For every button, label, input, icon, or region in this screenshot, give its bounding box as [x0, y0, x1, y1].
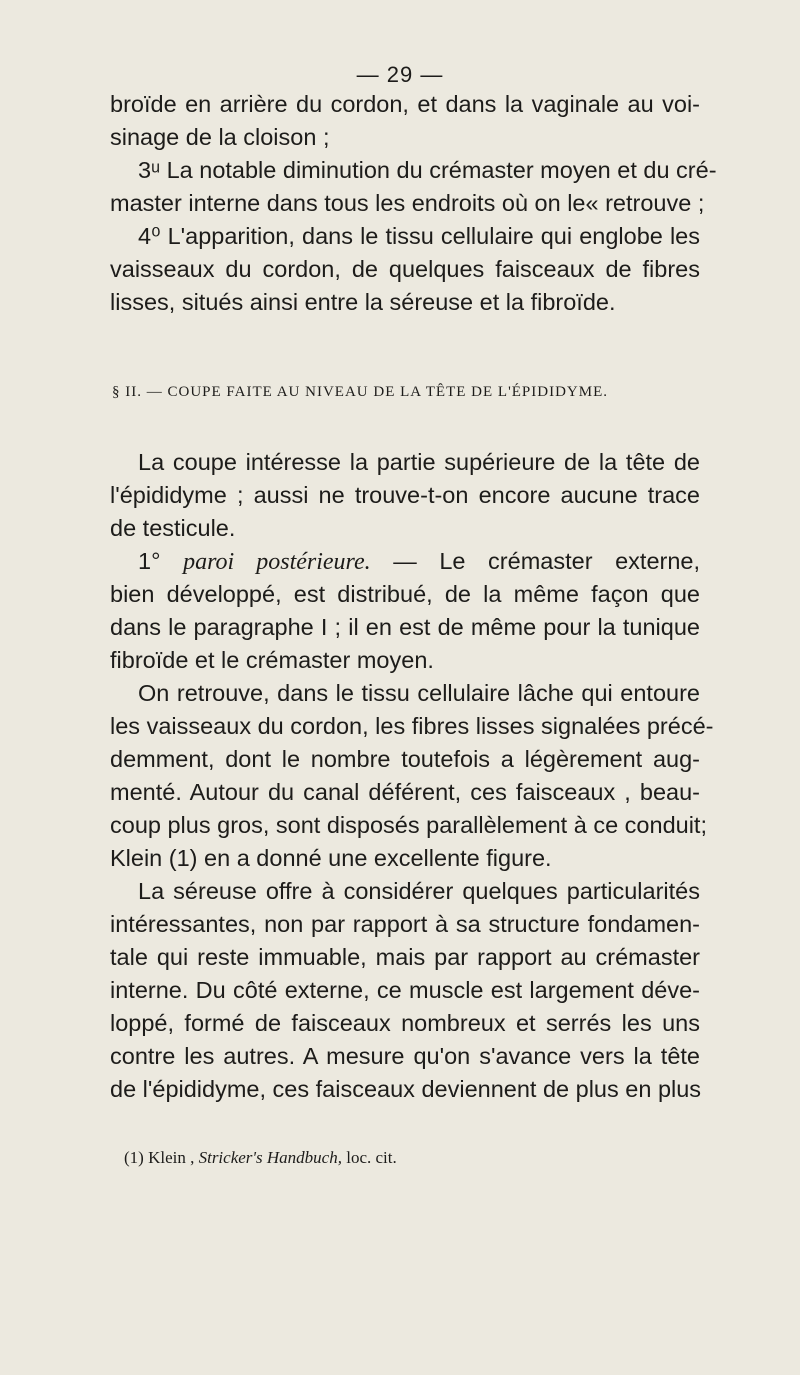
text-line: On retrouve, dans le tissu cellulaire lâche qui entoure [138, 680, 700, 706]
text-line: les vaisseaux du cordon, les fibres lisses signalées précé- [110, 713, 714, 739]
text-line: broïde en arrière du cordon, et dans la vaginale au voi- [110, 91, 700, 117]
page-number: — 29 — [356, 62, 444, 87]
footnote-marker: (1) Klein , [124, 1148, 195, 1167]
text-line: tale qui reste immuable, mais par rapport au crémaster [110, 944, 700, 970]
text-line: La séreuse offre à considérer quelques particularités [138, 878, 700, 904]
text-line: La coupe intéresse la partie supérieure de la tête de [138, 449, 700, 475]
text-line: dans le paragraphe I ; il en est de même pour la tunique [110, 614, 700, 640]
text-line: 4⁰ L'apparition, dans le tissu cellulaire qui englobe les [138, 223, 700, 249]
text-line: de l'épididyme, ces faisceaux deviennent de plus en plus [110, 1076, 702, 1102]
text-line-heading [110, 545, 700, 578]
paragraph-continuation [110, 88, 717, 319]
text-line: vaisseaux du cordon, de quelques faisceaux de fibres [110, 256, 700, 282]
text-line: master interne dans tous les endroits où on le« retrouve ; [110, 190, 705, 216]
item-number: 1° [138, 548, 161, 574]
subsection-title: paroi postérieure. [183, 549, 371, 575]
text-line: 3ᵘ La notable diminution du crémaster moyen et du cré- [138, 157, 717, 183]
paragraph-intro [110, 446, 700, 545]
text-line: demment, dont le nombre toutefois a légèrement aug- [110, 746, 700, 772]
text-line: intéressantes, non par rapport à sa structure fondamen- [110, 911, 700, 937]
text-line: loppé, formé de faisceaux nombreux et serrés les uns [110, 1010, 700, 1036]
text-line: menté. Autour du canal déférent, ces faisceaux , beau- [110, 779, 700, 805]
text-line: bien développé, est distribué, de la même façon que [110, 581, 700, 607]
footnote [124, 1148, 724, 1168]
text-line: interne. Du côté externe, ce muscle est largement déve- [110, 977, 700, 1003]
text-line: de testicule. [110, 515, 236, 541]
section-heading: § II. — COUPE FAITE AU NIVEAU DE LA TÊTE DE L'ÉPIDIDYME. [112, 384, 609, 400]
footnote-reference: loc. cit. [346, 1148, 397, 1167]
text-line: lisses, situés ainsi entre la séreuse et la fibroïde. [110, 289, 616, 315]
footnote-source-title: Stricker's Handbuch, [198, 1148, 342, 1167]
text-fragment: — Le crémaster externe, [393, 548, 701, 574]
paragraph-main [110, 545, 714, 1106]
text-line: fibroïde et le crémaster moyen. [110, 647, 434, 673]
text-line: sinage de la cloison ; [110, 124, 330, 150]
text-line: Klein (1) en a donné une excellente figure. [110, 845, 552, 871]
text-line: l'épididyme ; aussi ne trouve-t-on encore aucune trace [110, 482, 700, 508]
text-line: coup plus gros, sont disposés parallèlement à ce conduit; [110, 812, 707, 838]
text-line: contre les autres. A mesure qu'on s'avance vers la tête [110, 1043, 700, 1069]
